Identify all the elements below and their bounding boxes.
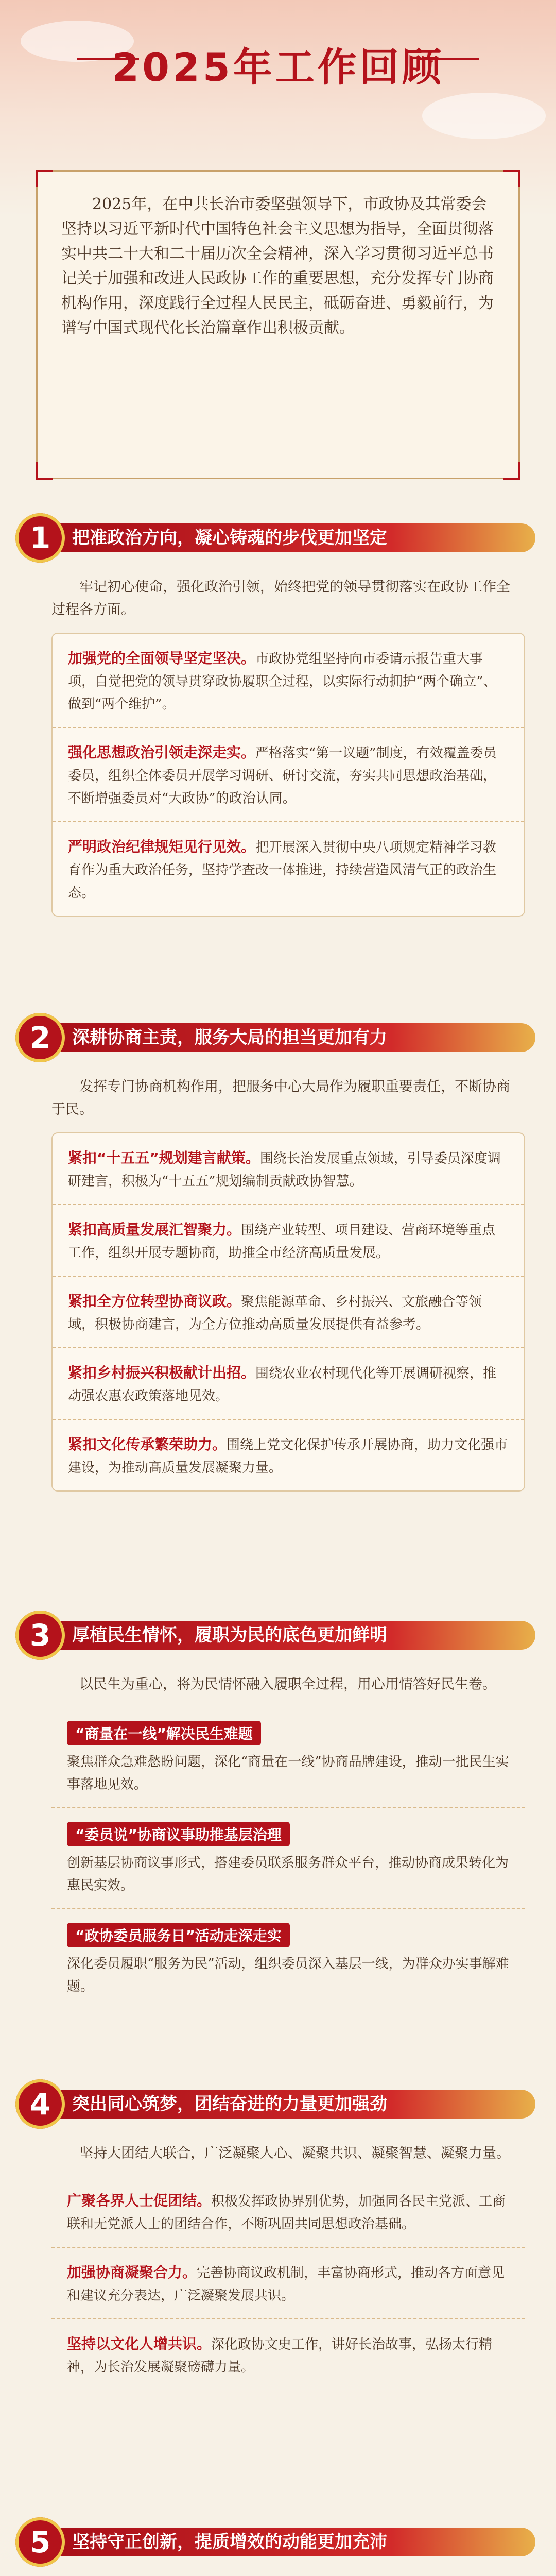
item-body: 聚焦群众急难愁盼问题，深化“商量在一线”协商品牌建设，推动一批民生实事落地见效。 (67, 1754, 509, 1792)
list-item (51, 2318, 525, 2390)
item-body: 把开展深入贯彻中央八项规定精神学习教育作为重大政治任务，坚持学查改一体推进，持续营造风清气正的政治生态。 (68, 840, 497, 901)
section-title: 厚植民生情怀，履职为民的底色更加鲜明 (72, 1625, 387, 1646)
item-heading: 紧扣乡村振兴积极献计出招。 (68, 1364, 256, 1381)
list-item (51, 2247, 525, 2318)
corner-ornament (503, 170, 520, 187)
section-lead: 发挥专门协商机构作用，把服务中心大局作为履职重要责任，不断协商于民。 (51, 1079, 510, 1117)
section-number-badge: 3 (15, 1611, 65, 1660)
cloud-decoration (422, 93, 546, 139)
list-item (53, 634, 524, 727)
section-lead: 牢记初心使命，强化政治引领，始终把党的领导贯彻落实在政协工作全过程各方面。 (51, 579, 510, 618)
section-number-badge: 5 (15, 2517, 65, 2567)
item-tag: “商量在一线”解决民生难题 (67, 1721, 261, 1745)
section-title: 突出同心筑梦，团结奋进的力量更加强劲 (72, 2094, 387, 2114)
section-header (0, 2076, 556, 2133)
item-body: 深化委员履职“服务为民”活动，组织委员深入基层一线，为群众办实事解难题。 (67, 1956, 509, 1994)
section-lead: 坚持大团结大联合，广泛凝聚人心、凝聚共识、凝聚智慧、凝聚力量。 (79, 2145, 510, 2161)
list-item (53, 1204, 524, 1276)
item-body: 积极发挥政协界别优势，加强同各民主党派、工商联和无党派人士的团结合作，不断巩固共同思想政治基础。 (67, 2194, 506, 2232)
list-item (53, 821, 524, 916)
item-body: 深化政协文史工作，讲好长治故事，弘扬太行精神，为长治发展凝聚磅礴力量。 (67, 2337, 493, 2375)
list-item (53, 1419, 524, 1490)
section-3 (0, 1607, 556, 2009)
section-5 (0, 2514, 556, 2576)
item-heading: 加强党的全面领导坚定坚决。 (68, 650, 256, 667)
item-body: 围绕产业转型、项目建设、营商环境等重点工作，组织开展专题协商，助推全市经济高质量发展。 (68, 1223, 496, 1261)
intro-box (36, 170, 520, 479)
item-tag: “委员说”协商议事助推基层治理 (67, 1822, 290, 1846)
item-body: 围绕农业农村现代化等开展调研视察，推动强农惠农政策落地见效。 (68, 1366, 497, 1404)
section-title: 深耕协商主责，服务大局的担当更加有力 (72, 1027, 387, 1048)
list-item (51, 1807, 525, 1908)
corner-ornament (36, 462, 53, 480)
item-heading: 坚持以文化人增共识。 (67, 2335, 212, 2352)
item-heading: 紧扣“十五五”规划建言献策。 (68, 1149, 260, 1166)
section-number-badge: 1 (15, 513, 65, 563)
list-item (51, 1707, 525, 1807)
section-number-badge: 2 (15, 1013, 65, 1062)
item-body: 创新基层协商议事形式，搭建委员联系服务群众平台，推动协商成果转化为惠民实效。 (67, 1855, 509, 1893)
section-number-badge: 4 (15, 2079, 65, 2129)
section-1 (0, 510, 556, 917)
section-4 (0, 2076, 556, 2390)
section-title: 坚持守正创新，提质增效的动能更加充沛 (72, 2532, 387, 2552)
list-item (51, 2176, 525, 2247)
item-heading: 广聚各界人士促团结。 (67, 2192, 212, 2209)
section-2 (0, 1010, 556, 1492)
item-heading: 紧扣高质量发展汇智聚力。 (68, 1221, 241, 1238)
section-header (0, 1010, 556, 1066)
item-body: 聚焦能源革命、乡村振兴、文旅融合等领域，积极协商建言，为全方位推动高质量发展提供有益参考。 (68, 1294, 482, 1332)
list-item (53, 727, 524, 821)
item-body: 围绕长治发展重点领域，引导委员深度调研建言，积极为“十五五”规划编制贡献政协智慧。 (68, 1151, 501, 1189)
item-body: 市政协党组坚持向市委请示报告重大事项，自觉把党的领导贯穿政协履职全过程，以实际行动拥护“两个确立”、做到“两个维护”。 (68, 651, 497, 712)
item-body: 严格落实“第一议题”制度，有效覆盖委员委员，组织全体委员开展学习调研、研讨交流，夯实共同思想政治基础，不断增强委员对“大政协”的政治认同。 (68, 745, 497, 806)
section-lead: 以民生为重心，将为民情怀融入履职全过程，用心用情答好民生卷。 (79, 1676, 496, 1692)
item-body: 完善协商议政机制，丰富协商形式，推动各方面意见和建议充分表达，广泛凝聚发展共识。 (67, 2265, 505, 2303)
item-tag: “政协委员服务日”活动走深走实 (67, 1923, 290, 1947)
item-heading: 紧扣全方位转型协商议政。 (68, 1293, 241, 1310)
corner-ornament (36, 170, 53, 187)
section-header (0, 1607, 556, 1664)
list-item (53, 1347, 524, 1419)
item-heading: 加强协商凝聚合力。 (67, 2264, 197, 2281)
item-body: 围绕上党文化保护传承开展协商，助力文化强市建设，为推动高质量发展凝聚力量。 (68, 1437, 508, 1476)
intro-text: 2025年，在中共长治市委坚强领导下，市政协及其常委会坚持以习近平新时代中国特色社会主义思想为指导，全面贯彻落实中共二十大和二十届历次全会精神，深入学习贯彻习近平总书记关于加强和改进人民政协工作的重要思想，充分发挥专门协商机构作用，深度践行全过程人民民主，砥砺奋进、勇毅前行，为谱写中国式现代化长治篇章作出积极贡献。 (61, 195, 494, 337)
list-item (51, 1908, 525, 2009)
page-title: 2025年工作回顾 (112, 44, 444, 90)
corner-ornament (503, 462, 520, 480)
section-header (0, 2514, 556, 2571)
item-heading: 强化思想政治引领走深走实。 (68, 744, 256, 761)
list-item (53, 1276, 524, 1347)
section-title: 把准政治方向，凝心铸魂的步伐更加坚定 (72, 528, 387, 548)
item-heading: 紧扣文化传承繁荣助力。 (68, 1436, 227, 1453)
section-card (51, 633, 525, 917)
section-header (0, 510, 556, 567)
section-card (51, 1132, 525, 1492)
item-heading: 严明政治纪律规矩见行见效。 (68, 838, 256, 855)
list-item (53, 1133, 524, 1204)
